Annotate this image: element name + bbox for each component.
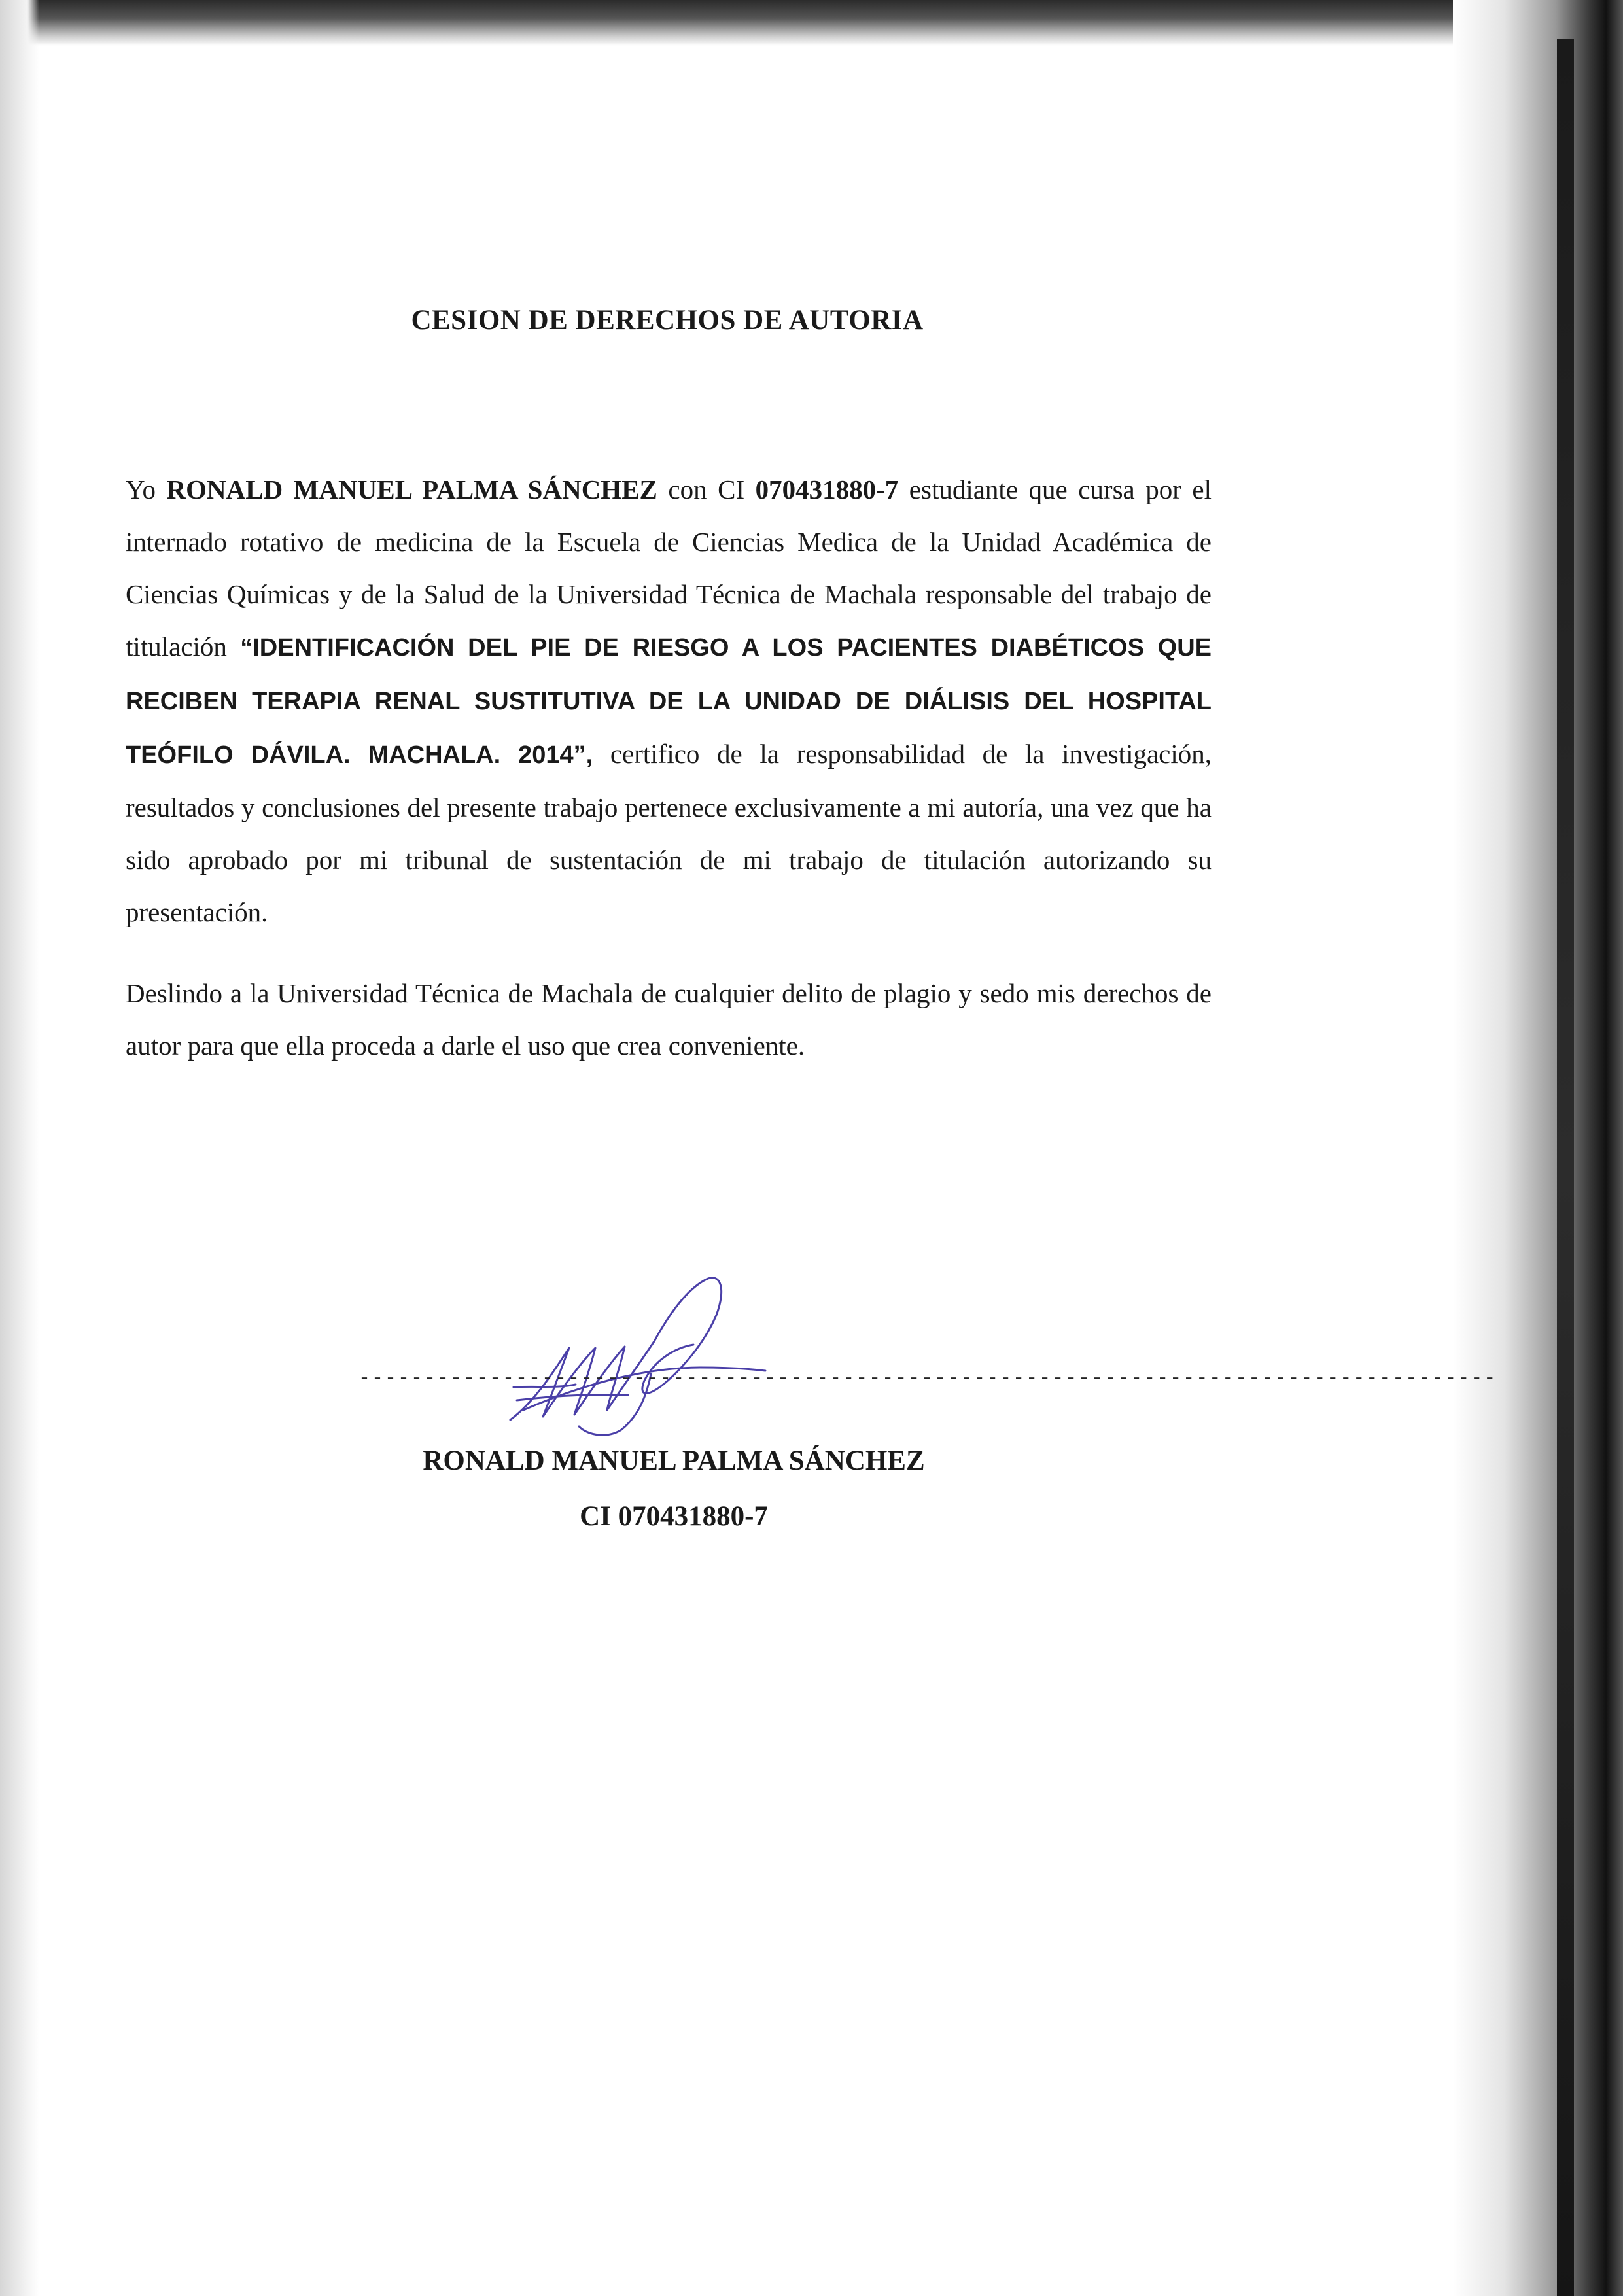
text-segment: estudiante que cursa por el internado rotativo de medicina de la Escuela de Ciencias Medica de la Unidad Académica de Ciencias Químicas y de la Salud de la Universidad Técnica de Machala responsable del trabajo de titulación: [126, 474, 1212, 662]
paragraph-disclaimer: Deslindo a la Universidad Técnica de Machala de cualquier delito de plagio y sedo mis derechos de autor para que ella proceda a darle el uso que crea conveniente.: [126, 978, 1212, 1061]
author-id: 070431880-7: [755, 474, 899, 504]
signature-line: ---------------------------------------------------------------------------------------: [358, 1368, 1497, 1390]
text-segment: certifico de la responsabilidad de la investigación, resultados y conclusiones del presente trabajo pertenece exclusivamente a mi autoría, una vez que ha sido aprobado por mi tribunal de sustentación de mi trabajo de titulación autorizando su presentación.: [126, 739, 1212, 927]
signer-id: CI 070431880-7: [580, 1501, 768, 1532]
paragraph-declaration: [126, 463, 1212, 938]
thesis-title: “IDENTIFICACIÓN DEL PIE DE RIESGO A LOS PACIENTES DIABÉTICOS QUE RECIBEN TERAPIA RENAL SUSTITUTIVA DE LA UNIDAD DE DIÁLISIS DEL HOSPITAL TEÓFILO DÁVILA. MACHALA. 2014”,: [126, 634, 1212, 769]
text-segment: Yo: [126, 474, 167, 504]
handwritten-signature: [497, 1269, 772, 1439]
signer-name: RONALD MANUEL PALMA SÁNCHEZ: [423, 1445, 925, 1476]
text-segment: con CI: [657, 474, 756, 504]
author-name: RONALD MANUEL PALMA SÁNCHEZ: [166, 474, 657, 504]
document-title: CESION DE DERECHOS DE AUTORIA: [411, 305, 924, 336]
document-body: [126, 463, 1212, 1072]
